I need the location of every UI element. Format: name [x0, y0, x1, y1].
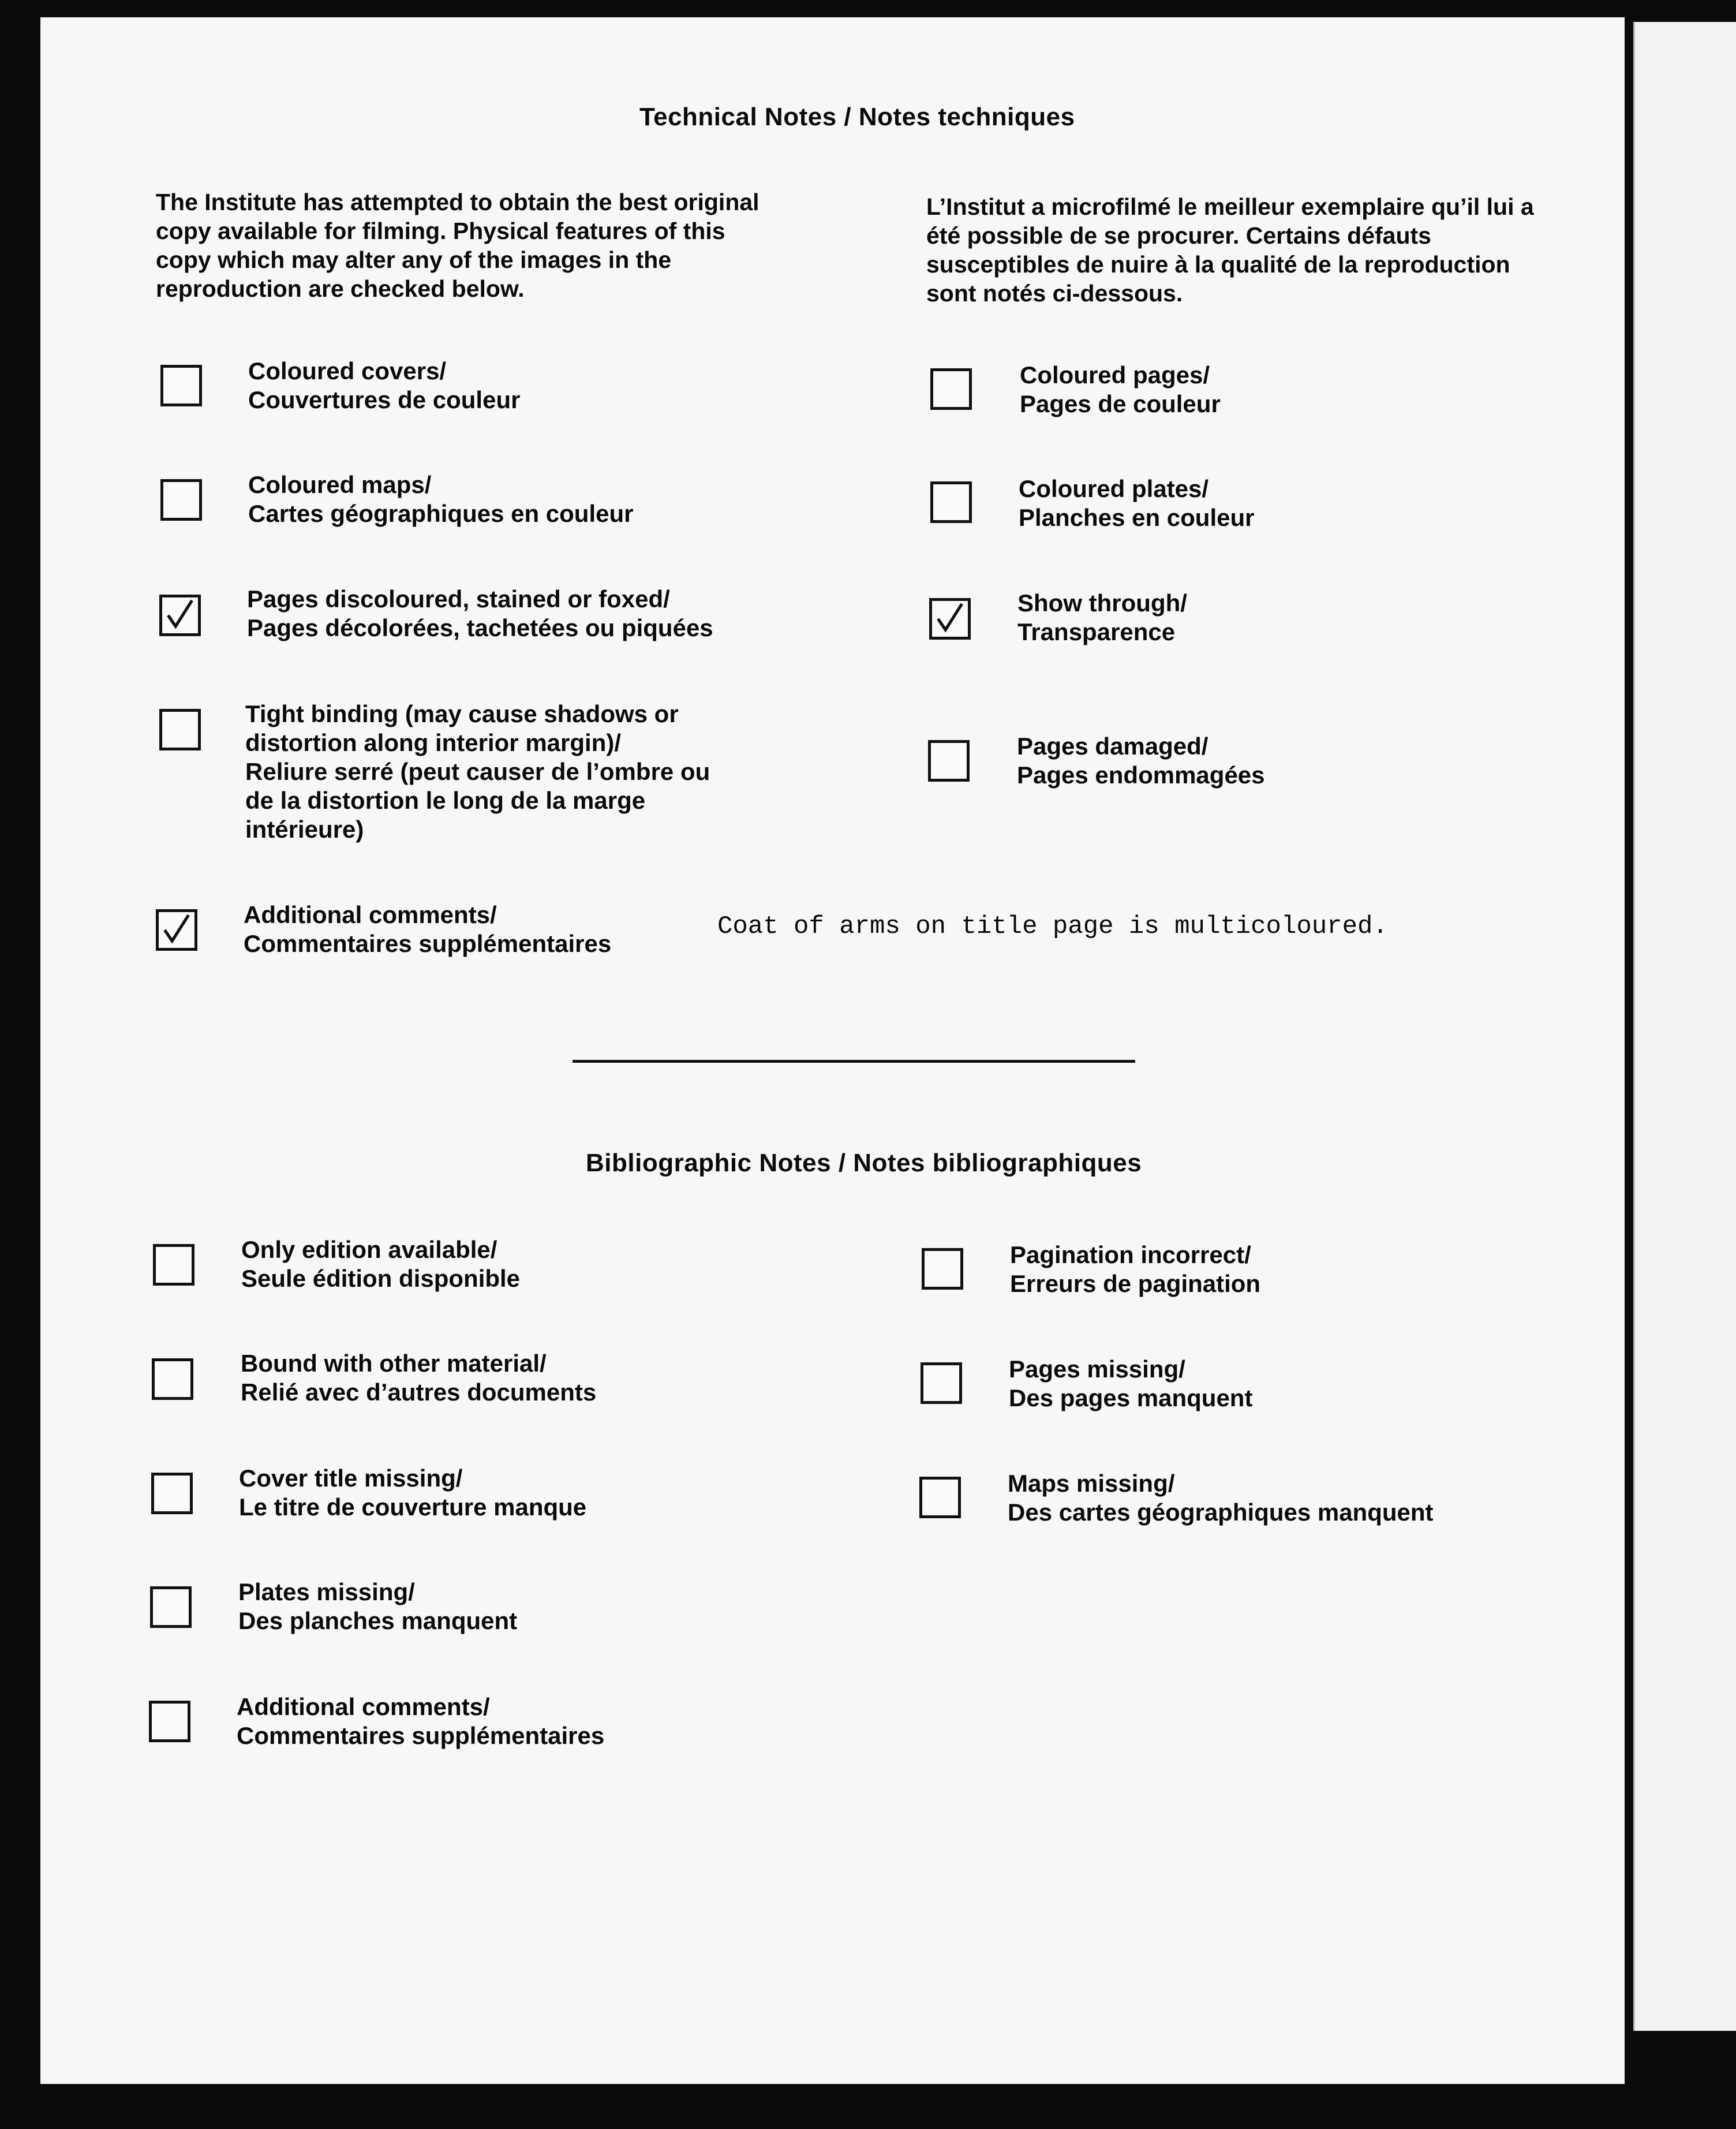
label-line: Show through/	[1017, 589, 1187, 617]
label-coloured-pages	[1020, 361, 1221, 419]
label-only-edition	[241, 1235, 520, 1293]
label-pages-missing	[1009, 1355, 1252, 1413]
label-line: Relié avec d’autres documents	[241, 1379, 597, 1406]
checkbox-cover-title-missing[interactable]	[151, 1473, 193, 1514]
label-line: Tight binding (may cause shadows or	[245, 700, 679, 727]
label-line: Le titre de couverture manque	[239, 1493, 587, 1521]
label-line: Pages discoloured, stained or foxed/	[247, 585, 670, 612]
label-line: Commentaires supplémentaires	[237, 1722, 605, 1749]
label-line: Bound with other material/	[241, 1350, 547, 1377]
label-line: Pages décolorées, tachetées ou piquées	[247, 614, 713, 641]
checkbox-coloured-pages[interactable]	[930, 368, 972, 410]
label-line: Pages endommagées	[1017, 761, 1265, 789]
label-line: Additional comments/	[237, 1693, 490, 1720]
label-line: Pages damaged/	[1017, 733, 1209, 760]
label-coloured-maps	[248, 470, 634, 528]
label-line: Couvertures de couleur	[248, 386, 521, 413]
checkbox-pages-missing[interactable]	[921, 1362, 962, 1404]
label-line: Reliure serré (peut causer de l’ombre ou	[245, 758, 710, 785]
label-line: Coloured pages/	[1020, 361, 1210, 389]
label-line: de la distortion le long de la marge	[245, 787, 646, 814]
label-line: Additional comments/	[244, 901, 497, 928]
checkmark-icon	[932, 601, 968, 637]
label-line: Coloured maps/	[248, 471, 432, 498]
label-line: Pages de couleur	[1020, 390, 1221, 417]
label-additional-comments	[244, 901, 611, 958]
label-plates-missing	[238, 1578, 517, 1635]
checkbox-pages-discoloured[interactable]	[159, 595, 201, 636]
checkbox-coloured-maps[interactable]	[160, 479, 202, 521]
label-line: Des planches manquent	[238, 1607, 518, 1634]
checkbox-show-through[interactable]	[929, 598, 971, 640]
label-line: Seule édition disponible	[241, 1265, 521, 1292]
label-maps-missing	[1008, 1469, 1434, 1527]
label-cover-title-missing	[239, 1464, 586, 1522]
checkbox-bound-with[interactable]	[152, 1358, 193, 1400]
checkbox-additional-comments[interactable]	[156, 909, 197, 951]
label-coloured-plates	[1019, 475, 1254, 532]
label-line: Des pages manquent	[1009, 1384, 1253, 1411]
intro-french: L’Institut a microfilmé le meilleur exemplaire qu’il lui a été possible de se procurer. Certains défauts susceptibles de nuire à la qualité de la reproduction sont notés ci-dessous.	[926, 193, 1534, 307]
label-line: Coloured plates/	[1019, 475, 1209, 502]
checkbox-coloured-covers[interactable]	[160, 365, 202, 406]
label-line: Commentaires supplémentaires	[244, 930, 612, 957]
checkmark-icon	[162, 597, 198, 633]
intro-english: The Institute has attempted to obtain the best original copy available for filming. Physical features of this copy which may alter any of the images in the reproduction are checked below.	[156, 189, 760, 302]
label-line: intérieure)	[245, 816, 364, 843]
label-pages-damaged	[1017, 732, 1265, 790]
label-line: Planches en couleur	[1019, 504, 1255, 531]
label-line: Maps missing/	[1008, 1470, 1175, 1497]
label-line: Pagination incorrect/	[1010, 1241, 1251, 1268]
label-line: Coloured covers/	[248, 357, 447, 384]
label-line: Only edition available/	[241, 1236, 497, 1263]
checkbox-pagination-incorrect[interactable]	[922, 1248, 963, 1290]
label-line: distortion along interior margin)/	[245, 729, 621, 756]
label-line: Transparence	[1017, 618, 1176, 645]
label-line: Erreurs de pagination	[1010, 1270, 1261, 1297]
typed-comment: Coat of arms on title page is multicoloured.	[717, 912, 1388, 941]
label-pages-discoloured	[247, 585, 713, 643]
checkbox-tight-binding[interactable]	[159, 709, 201, 750]
technical-notes-title: Technical Notes / Notes techniques	[639, 103, 1075, 131]
label-line: Cover title missing/	[239, 1465, 463, 1492]
label-coloured-covers	[248, 357, 520, 414]
label-pagination-incorrect	[1010, 1241, 1260, 1298]
checkbox-only-edition[interactable]	[153, 1244, 194, 1286]
document-page	[40, 17, 1625, 2084]
adjacent-page-edge	[1633, 22, 1736, 2031]
label-tight-binding	[245, 700, 710, 844]
label-line: Des cartes géographiques manquent	[1008, 1499, 1434, 1526]
label-bib-additional-comments	[237, 1693, 604, 1750]
label-bound-with	[241, 1349, 596, 1407]
label-show-through	[1017, 589, 1187, 647]
section-divider	[573, 1060, 1135, 1063]
checkbox-plates-missing[interactable]	[150, 1586, 192, 1628]
checkbox-bib-additional-comments[interactable]	[149, 1701, 190, 1742]
label-line: Pages missing/	[1009, 1355, 1185, 1383]
checkbox-maps-missing[interactable]	[919, 1477, 961, 1518]
label-line: Plates missing/	[238, 1578, 415, 1605]
checkbox-coloured-plates[interactable]	[930, 481, 972, 523]
bibliographic-notes-title: Bibliographic Notes / Notes bibliographiques	[586, 1149, 1142, 1177]
checkmark-icon	[159, 912, 194, 948]
checkbox-pages-damaged[interactable]	[928, 740, 970, 782]
label-line: Cartes géographiques en couleur	[248, 500, 634, 527]
